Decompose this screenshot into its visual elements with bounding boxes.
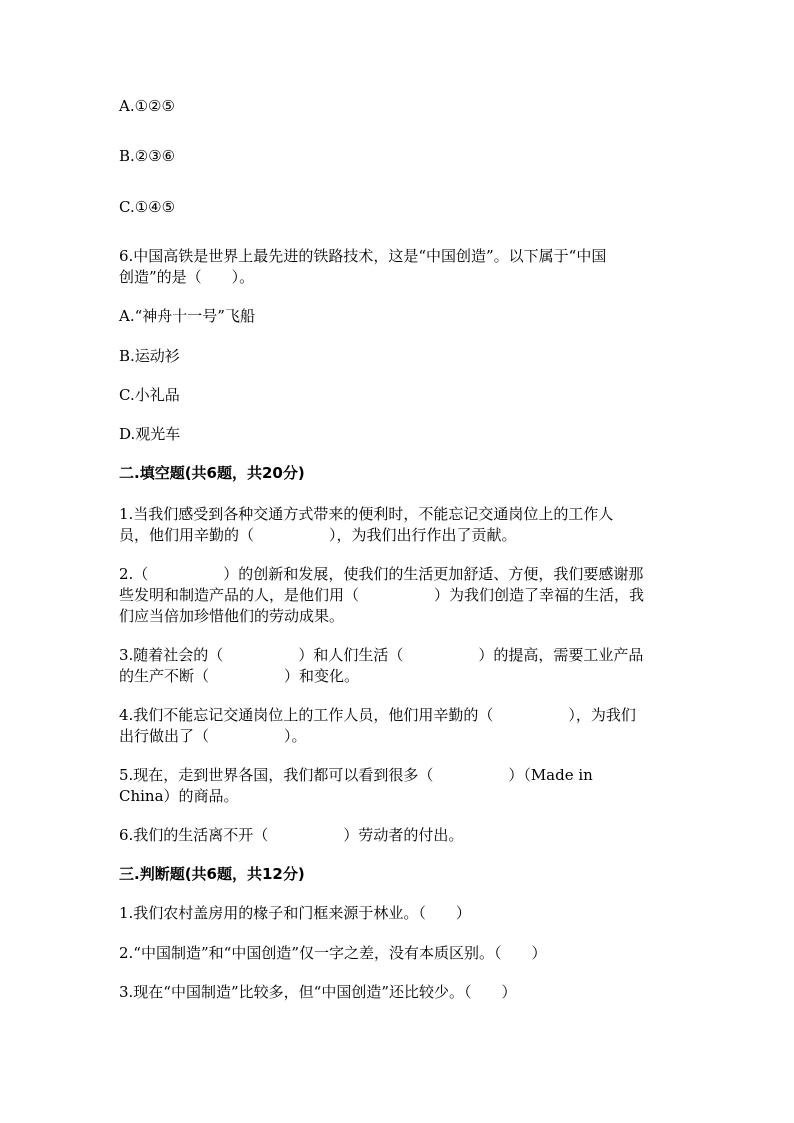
- q6-stem-line2: 创造”的是（ ）。: [119, 268, 255, 286]
- fill-q3-line2: 的生产不断（ ）和变化。: [119, 667, 360, 685]
- section3-heading: 三.判断题(共6题，共12分): [119, 865, 305, 883]
- q6-stem-line1: 6.中国高铁是世界上最先进的铁路技术，这是“中国创造”。以下属于“中国: [119, 247, 607, 265]
- fill-q3-line1: 3.随着社会的（ ）和人们生活（ ）的提高，需要工业产品: [119, 646, 644, 664]
- fill-q6-line1: 6.我们的生活离不开（ ）劳动者的付出。: [119, 826, 464, 844]
- q6-option-b: B.运动衫: [119, 347, 180, 365]
- judge-q2: 2.“中国制造”和“中国创造”仅一字之差，没有本质区别。（ ）: [119, 944, 547, 962]
- fill-q5-line1: 5.现在，走到世界各国，我们都可以看到很多（ ）（Made in: [119, 766, 593, 784]
- fill-q4-line1: 4.我们不能忘记交通岗位上的工作人员，他们用辛勤的（ ），为我们: [119, 706, 636, 724]
- judge-q1: 1.我们农村盖房用的椽子和门框来源于林业。（ ）: [119, 904, 471, 922]
- fill-q1-line1: 1.当我们感受到各种交通方式带来的便利时，不能忘记交通岗位上的工作人: [119, 505, 614, 523]
- fill-q5-line2: China）的商品。: [119, 787, 239, 805]
- q6-option-a: A.“神舟十一号”飞船: [119, 307, 255, 325]
- q6-option-d: D.观光车: [119, 425, 181, 443]
- q5-option-a: A.①②⑤: [119, 97, 175, 115]
- fill-q2-line3: 们应当倍加珍惜他们的劳动成果。: [119, 607, 345, 625]
- judge-q3: 3.现在“中国制造”比较多，但“中国创造”还比较少。（ ）: [119, 983, 517, 1001]
- fill-q1-line2: 员，他们用辛勤的（ ），为我们出行作出了贡献。: [119, 526, 517, 544]
- section2-heading: 二.填空题(共6题，共20分): [119, 464, 305, 482]
- fill-q2-line2: 些发明和制造产品的人，是他们用（ ）为我们创造了幸福的生活，我: [119, 586, 645, 604]
- q6-option-c: C.小礼品: [119, 386, 180, 404]
- fill-q4-line2: 出行做出了（ ）。: [119, 727, 307, 745]
- q5-option-c: C.①④⑤: [119, 198, 176, 216]
- q5-option-b: B.②③⑥: [119, 147, 176, 165]
- fill-q2-line1: 2.（ ）的创新和发展，使我们的生活更加舒适、方便，我们要感谢那: [119, 565, 644, 583]
